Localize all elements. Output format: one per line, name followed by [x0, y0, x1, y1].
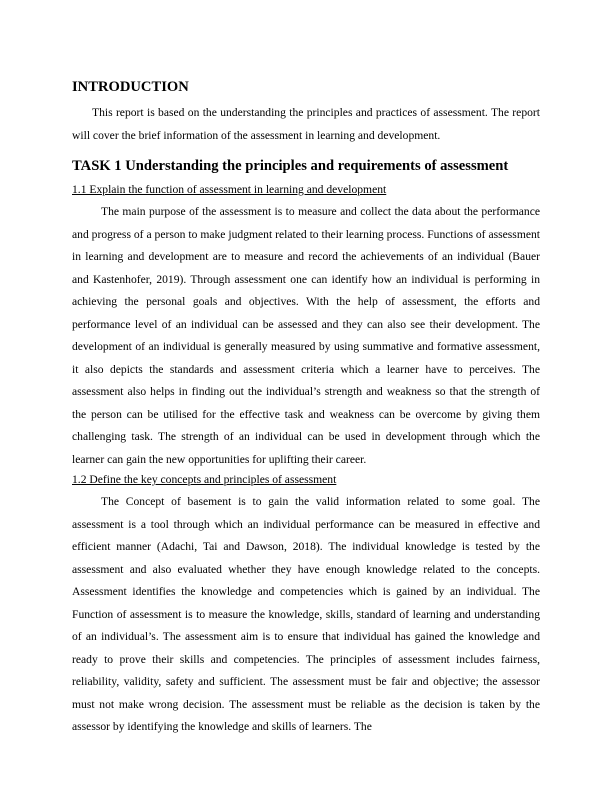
task1-heading: TASK 1 Understanding the principles and requirements of assessment [72, 158, 509, 174]
document-page [72, 78, 540, 739]
section-1-2-paragraph: The Concept of basement is to gain the valid information related to some goal. The assessment is a tool through which an individual performance can be measured in effective and efficient manner (Adachi, Tai and Dawson, 2018). The individual knowledge is tested by the assessment and also evaluated whether they have enough knowledge related to the concepts. Assessment identifies the knowledge and competencies which is gained by an individual. The Function of assessment is to measure the knowledge, skills, standard of learning and understanding of an individual’s. The assessment aim is to ensure that individual has gained the knowledge and ready to prove their skills and competencies. The principles of assessment includes fairness, reliability, validity, safety and sufficient. The assessment must be fair and objective; the assessor must not make wrong decision. The assessment must be reliable as the decision is taken by the assessor by identifying the knowledge and skills of learners. The [72, 495, 540, 733]
introduction-heading: INTRODUCTION [72, 79, 189, 95]
section-1-1-paragraph: The main purpose of the assessment is to measure and collect the data about the performance and progress of a person to make judgment related to their learning process. Functions of assessment in learning and development are to measure and record the achievements of an individual (Bauer and Kastenhofer, 2019). Through assessment one can identify how an individual is performing in achieving the personal goals and objectives. With the help of assessment, the efforts and performance level of an individual can be assessed and they can also see their development. The development of an individual is generally measured by using summative and formative assessment, it also depicts the standards and assessment criteria which a learner have to perceives. The assessment also helps in finding out the individual’s strength and weakness so that the strength of the person can be utilised for the effective task and weakness can be overcome by giving them challenging task. The strength of an individual can be used in development through which the learner can gain the new opportunities for uplifting their career. [72, 205, 540, 466]
introduction-paragraph: This report is based on the understanding the principles and practices of assessment. The report will cover the brief information of the assessment in learning and development. [72, 106, 540, 142]
section-1-2-heading: 1.2 Define the key concepts and principles of assessment [72, 473, 337, 486]
section-1-1-heading: 1.1 Explain the function of assessment in learning and development [72, 183, 387, 196]
